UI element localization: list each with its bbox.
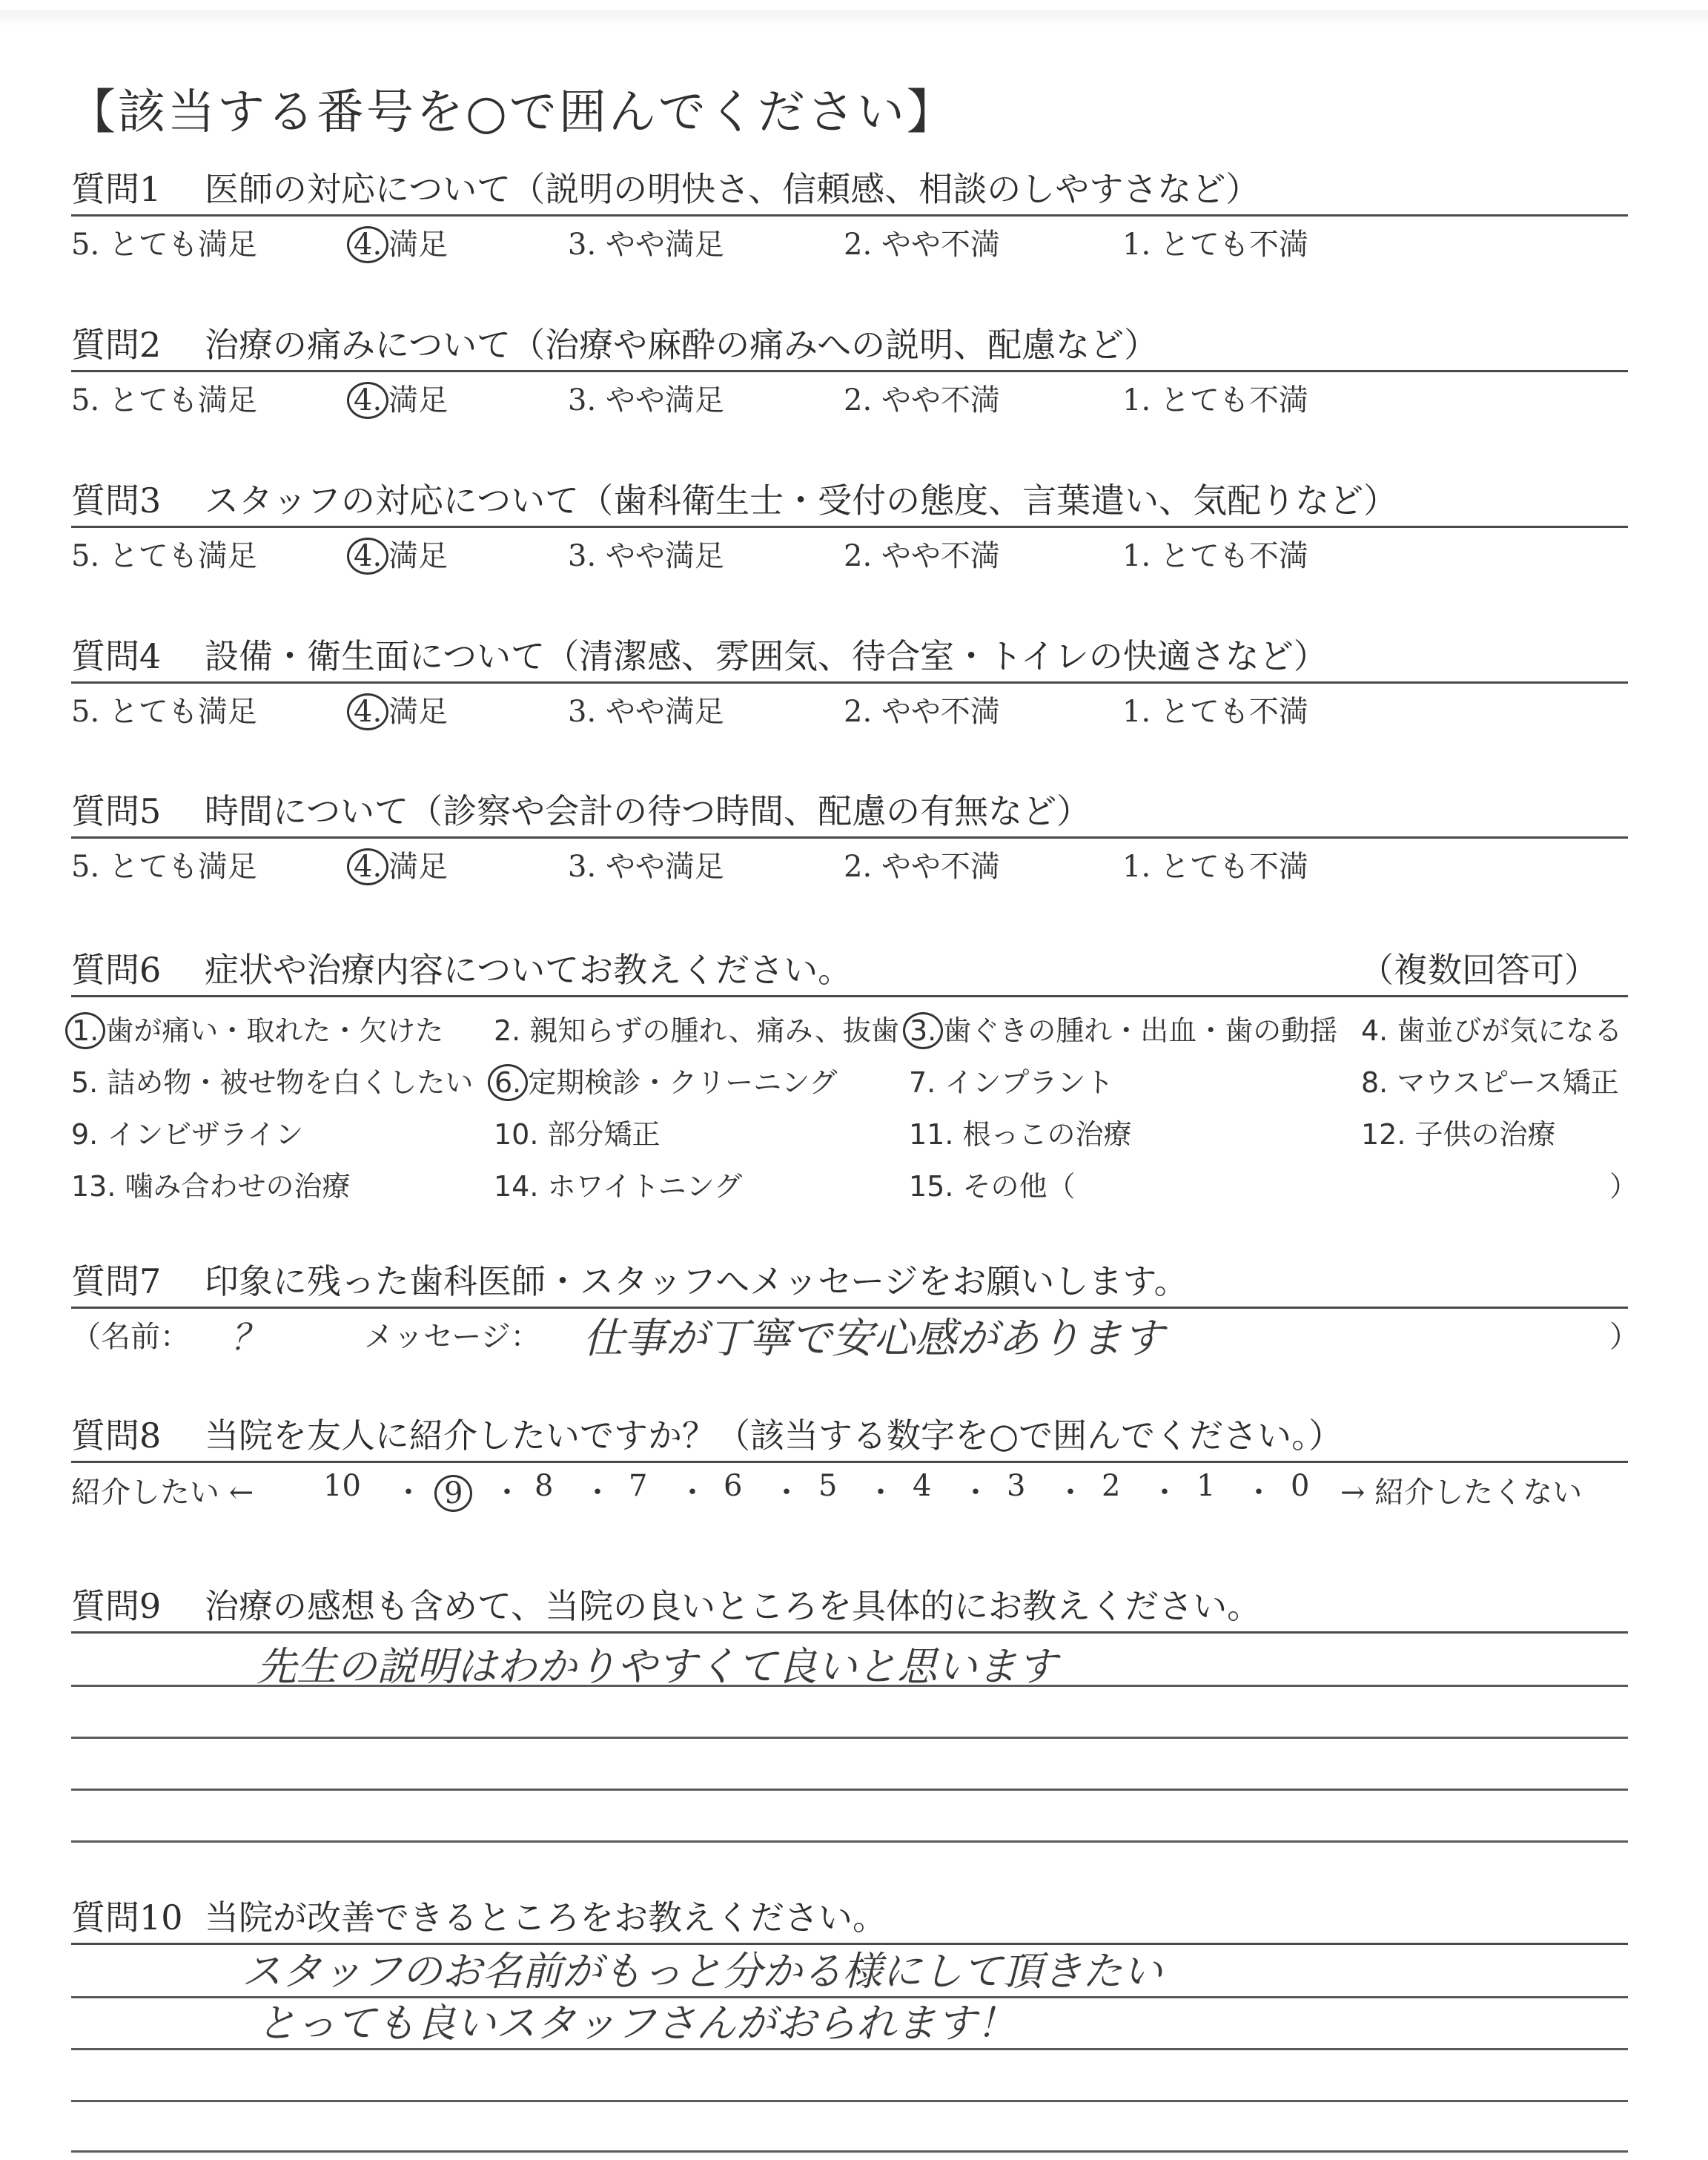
- scale-1[interactable]: 1: [1196, 1469, 1216, 1503]
- option-3[interactable]: 3. やや満足: [568, 539, 724, 573]
- scale-4[interactable]: 4: [913, 1469, 932, 1503]
- question-text: 時間について（診察や会計の待つ時間、配慮の有無など）: [205, 791, 1091, 831]
- scale-dot: ・: [772, 1476, 801, 1510]
- selection-circle: 4.: [347, 693, 388, 730]
- scale-dot: ・: [583, 1476, 612, 1510]
- question-9: [71, 1584, 1628, 1691]
- item-10[interactable]: 10. 部分矯正: [494, 1118, 661, 1151]
- selection-circle: 4.: [347, 848, 388, 885]
- form-heading: 【該当する番号を○で囲んでください】: [68, 85, 956, 140]
- item-12[interactable]: 12. 子供の治療: [1361, 1118, 1556, 1151]
- question-8: [71, 1413, 1628, 1510]
- question-text: 印象に残った歯科医師・スタッフへメッセージをお願いします。: [205, 1261, 1188, 1301]
- message-value[interactable]: 仕事が丁寧で安心感があります: [583, 1315, 1164, 1363]
- option-3[interactable]: 3. やや満足: [568, 383, 724, 417]
- question-6: [71, 948, 1638, 1212]
- item-3-selected[interactable]: 3. 歯ぐきの腫れ・出血・歯の動揺: [909, 1008, 1337, 1049]
- rating-options: [71, 528, 1628, 572]
- question-2: [71, 323, 1628, 417]
- scale-2[interactable]: 2: [1102, 1469, 1121, 1503]
- option-5[interactable]: 5. とても満足: [71, 228, 257, 262]
- scale-dot: ・: [1244, 1476, 1274, 1510]
- question-number: 質問4: [71, 636, 162, 676]
- option-1[interactable]: 1. とても不満: [1122, 383, 1308, 417]
- option-2[interactable]: 2. やや不満: [844, 539, 1000, 573]
- question-10: [71, 1895, 1628, 2052]
- divider: [71, 1631, 1628, 1634]
- item-15-close-paren: ）: [1609, 1170, 1638, 1203]
- option-1[interactable]: 1. とても不満: [1122, 850, 1308, 884]
- question-text: 治療の痛みについて（治療や麻酔の痛みへの説明、配慮など）: [205, 325, 1159, 365]
- scale-0[interactable]: 0: [1291, 1469, 1310, 1503]
- answer-line: [71, 2100, 1628, 2102]
- answer-line: [71, 1789, 1628, 1791]
- question-number: 質問5: [71, 791, 162, 831]
- selection-circle: 4.: [347, 226, 388, 263]
- question-text: スタッフの対応について（歯科衛生士・受付の態度、言葉遣い、気配りなど）: [205, 480, 1398, 521]
- item-9[interactable]: 9. インビザライン: [71, 1118, 304, 1151]
- scale-left-label: 紹介したい ←: [71, 1476, 254, 1510]
- option-5[interactable]: 5. とても満足: [71, 539, 257, 573]
- item-5[interactable]: 5. 詰め物・被せ物を白くしたい: [71, 1066, 474, 1099]
- question-text: 当院が改善できるところをお教えください。: [205, 1898, 887, 1938]
- q10-answer-line2[interactable]: とっても良いスタッフさんがおられます！: [256, 2000, 1016, 2047]
- item-1-selected[interactable]: 1. 歯が痛い・取れた・欠けた: [71, 1008, 443, 1049]
- question-text: 治療の感想も含めて、当院の良いところを具体的にお教えください。: [205, 1586, 1262, 1626]
- option-2[interactable]: 2. やや不満: [844, 850, 1000, 884]
- question-number: 質問8: [71, 1416, 162, 1456]
- question-text: 当院を友人に紹介したいですか？（該当する数字を○で囲んでください。）: [205, 1416, 1343, 1456]
- name-value[interactable]: ？: [231, 1317, 267, 1358]
- answer-line: [71, 2048, 1628, 2050]
- question-number: 質問7: [71, 1261, 162, 1301]
- option-5[interactable]: 5. とても満足: [71, 383, 257, 417]
- question-number: 質問2: [71, 325, 162, 365]
- scale-dot: ・: [1150, 1476, 1179, 1510]
- message-label: メッセージ：: [364, 1320, 540, 1354]
- option-4-selected[interactable]: 4. 満足: [353, 688, 448, 730]
- question-number: 質問10: [71, 1898, 183, 1938]
- question-number: 質問1: [71, 169, 162, 209]
- scale-dot: ・: [961, 1476, 990, 1510]
- selection-circle: 4.: [347, 538, 388, 575]
- option-4-selected[interactable]: 4. 満足: [353, 377, 448, 419]
- option-4-selected[interactable]: 4. 満足: [353, 843, 448, 885]
- item-6-selected[interactable]: 6. 定期検診・クリーニング: [494, 1060, 838, 1101]
- item-8[interactable]: 8. マウスピース矯正: [1361, 1066, 1619, 1099]
- scale-6[interactable]: 6: [724, 1469, 743, 1503]
- option-5[interactable]: 5. とても満足: [71, 695, 257, 729]
- rating-options: [71, 684, 1628, 728]
- option-3[interactable]: 3. やや満足: [568, 695, 724, 729]
- scale-dot: ・: [394, 1476, 423, 1510]
- rating-options: [71, 839, 1628, 883]
- question-text: 医師の対応について（説明の明快さ、信頼感、相談のしやすさなど）: [205, 169, 1260, 209]
- option-4-selected[interactable]: 4. 満足: [353, 532, 448, 575]
- scale-5[interactable]: 5: [818, 1469, 838, 1503]
- answer-line: [71, 1840, 1628, 1843]
- recommend-scale: 紹介したい ← 10 ・ 9 ・ 8 ・ 7 ・ 6 ・ 5 ・ 4 ・ 3 ・ 2 ・ 1 ・ 0 → 紹介したくない: [71, 1469, 1583, 1510]
- answer-line: [71, 1996, 1628, 1998]
- scale-8[interactable]: 8: [534, 1469, 554, 1503]
- item-4[interactable]: 4. 歯並びが気になる: [1361, 1014, 1623, 1047]
- scale-dot: ・: [1056, 1476, 1085, 1510]
- scale-10[interactable]: 10: [323, 1469, 361, 1503]
- scan-edge: [0, 10, 1708, 27]
- answer-line: [71, 1737, 1628, 1739]
- option-2[interactable]: 2. やや不満: [844, 695, 1000, 729]
- option-1[interactable]: 1. とても不満: [1122, 539, 1308, 573]
- scale-dot: ・: [866, 1476, 896, 1510]
- message-row: [71, 1309, 1639, 1363]
- item-2[interactable]: 2. 親知らずの腫れ、痛み、抜歯: [494, 1014, 899, 1047]
- name-label: （名前：: [71, 1320, 190, 1354]
- item-14[interactable]: 14. ホワイトニング: [494, 1170, 743, 1203]
- item-15[interactable]: 15. その他（: [909, 1170, 1076, 1203]
- question-5: [71, 789, 1628, 883]
- question-4: [71, 634, 1628, 728]
- rating-options: [71, 372, 1628, 417]
- scale-dot: ・: [678, 1476, 707, 1510]
- rating-options: [71, 217, 1628, 261]
- answer-line: [71, 2150, 1628, 2153]
- option-5[interactable]: 5. とても満足: [71, 850, 257, 884]
- q9-answer[interactable]: 先生の説明はわかりやすくて良いと思います: [256, 1643, 1057, 1690]
- q10-answer-line1[interactable]: スタッフのお名前がもっと分かる様にして頂きたい: [242, 1948, 1162, 1995]
- scale-3[interactable]: 3: [1007, 1469, 1026, 1503]
- question-number: 質問6: [71, 950, 162, 990]
- scale-dot: ・: [492, 1476, 522, 1510]
- question-3: [71, 478, 1628, 572]
- scale-7[interactable]: 7: [629, 1469, 648, 1503]
- option-3[interactable]: 3. やや満足: [568, 850, 724, 884]
- symptom-grid: [71, 997, 1638, 1212]
- multiple-answer-note: （複数回答可）: [1360, 950, 1598, 990]
- option-4-selected[interactable]: 4. 満足: [353, 221, 448, 263]
- question-text: 症状や治療内容についてお教えください。: [205, 950, 853, 990]
- question-7: [71, 1259, 1639, 1363]
- item-7[interactable]: 7. インプラント: [909, 1066, 1114, 1099]
- scale-right-label: → 紹介したくない: [1340, 1476, 1583, 1510]
- question-number: 質問9: [71, 1586, 162, 1626]
- option-1[interactable]: 1. とても不満: [1122, 695, 1308, 729]
- option-2[interactable]: 2. やや不満: [844, 228, 1000, 262]
- close-paren: ）: [1609, 1320, 1639, 1354]
- option-2[interactable]: 2. やや不満: [844, 383, 1000, 417]
- question-text: 設備・衛生面について（清潔感、雰囲気、待合室・トイレの快適さなど）: [205, 636, 1328, 676]
- answer-line: [71, 1685, 1628, 1687]
- selection-circle: 4.: [347, 382, 388, 419]
- item-13[interactable]: 13. 噛み合わせの治療: [71, 1170, 351, 1203]
- question-number: 質問3: [71, 480, 162, 521]
- item-11[interactable]: 11. 根っこの治療: [909, 1118, 1132, 1151]
- question-1: [71, 167, 1628, 261]
- option-3[interactable]: 3. やや満足: [568, 228, 724, 262]
- option-1[interactable]: 1. とても不満: [1122, 228, 1308, 262]
